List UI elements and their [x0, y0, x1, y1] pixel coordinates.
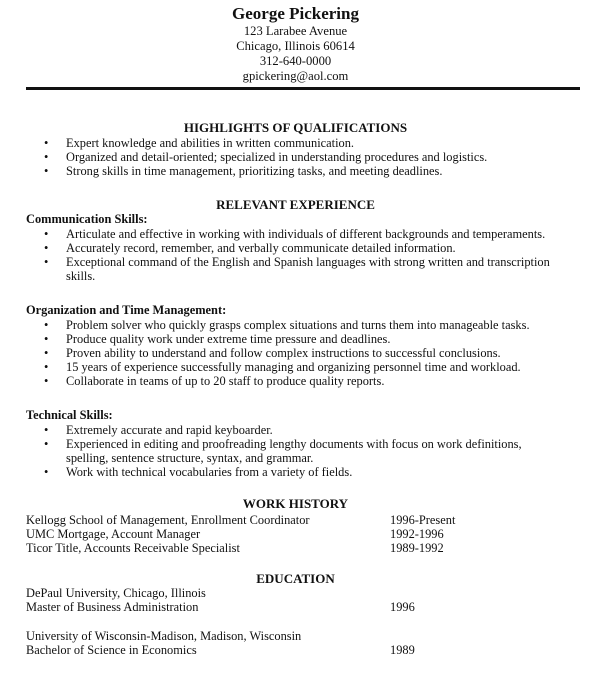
- list-item: • Expert knowledge and abilities in written communication.: [0, 136, 556, 150]
- organization-skills-list: [0, 318, 591, 388]
- school-name: DePaul University, Chicago, Illinois: [26, 586, 206, 600]
- technical-skills-title: Technical Skills:: [26, 408, 113, 422]
- list-item: • Proven ability to understand and follow complex instructions to successful conclusions.: [0, 346, 556, 360]
- resume-header: [0, 4, 591, 84]
- education-heading: EDUCATION: [256, 571, 335, 586]
- list-item: • Exceptional command of the English and Spanish languages with strong written and transcription skills.: [0, 255, 556, 283]
- candidate-name: George Pickering: [232, 4, 359, 23]
- list-item: • Produce quality work under extreme time pressure and deadlines.: [0, 332, 556, 346]
- header-divider: [26, 87, 580, 90]
- degree-year: 1989: [390, 643, 415, 657]
- city-state-zip: Chicago, Illinois 60614: [236, 39, 355, 53]
- list-item: • 15 years of experience successfully managing and organizing personnel time and workload.: [0, 360, 556, 374]
- highlights-list: [0, 136, 591, 178]
- job-dates: 1992-1996: [390, 527, 444, 541]
- list-item: • Experienced in editing and proofreading lengthy documents with focus on work definitions, spelling, sentence structure, syntax, and grammar.: [0, 437, 556, 465]
- street-address: 123 Larabee Avenue: [243, 24, 348, 38]
- degree-name: Bachelor of Science in Economics: [26, 643, 197, 657]
- phone-number: 312-640-0000: [259, 54, 332, 68]
- communication-skills-title: Communication Skills:: [26, 212, 148, 226]
- work-history-heading: WORK HISTORY: [242, 496, 349, 511]
- list-item: • Accurately record, remember, and verbally communicate detailed information.: [0, 241, 556, 255]
- degree-name: Master of Business Administration: [26, 600, 199, 614]
- organization-skills-title: Organization and Time Management:: [26, 303, 227, 317]
- degree-year: 1996: [390, 600, 415, 614]
- technical-skills-list: [0, 423, 591, 479]
- list-item: • Collaborate in teams of up to 20 staff to produce quality reports.: [0, 374, 556, 388]
- list-item: • Organized and detail-oriented; specialized in understanding procedures and logistics.: [0, 150, 556, 164]
- job-position: Ticor Title, Accounts Receivable Specialist: [26, 541, 240, 555]
- email-address: gpickering@aol.com: [242, 69, 349, 83]
- job-position: Kellogg School of Management, Enrollment Coordinator: [26, 513, 310, 527]
- job-position: UMC Mortgage, Account Manager: [26, 527, 201, 541]
- list-item: • Problem solver who quickly grasps complex situations and turns them into manageable tasks.: [0, 318, 556, 332]
- highlights-heading: HIGHLIGHTS OF QUALIFICATIONS: [183, 120, 408, 135]
- experience-heading: RELEVANT EXPERIENCE: [216, 197, 375, 212]
- school-name: University of Wisconsin-Madison, Madison, Wisconsin: [26, 629, 302, 643]
- job-dates: 1989-1992: [390, 541, 444, 555]
- list-item: • Work with technical vocabularies from a variety of fields.: [0, 465, 556, 479]
- list-item: • Extremely accurate and rapid keyboarder.: [0, 423, 556, 437]
- communication-skills-list: [0, 227, 591, 283]
- list-item: • Articulate and effective in working with individuals of different backgrounds and temperaments.: [0, 227, 556, 241]
- list-item: • Strong skills in time management, prioritizing tasks, and meeting deadlines.: [0, 164, 556, 178]
- job-dates: 1996-Present: [390, 513, 456, 527]
